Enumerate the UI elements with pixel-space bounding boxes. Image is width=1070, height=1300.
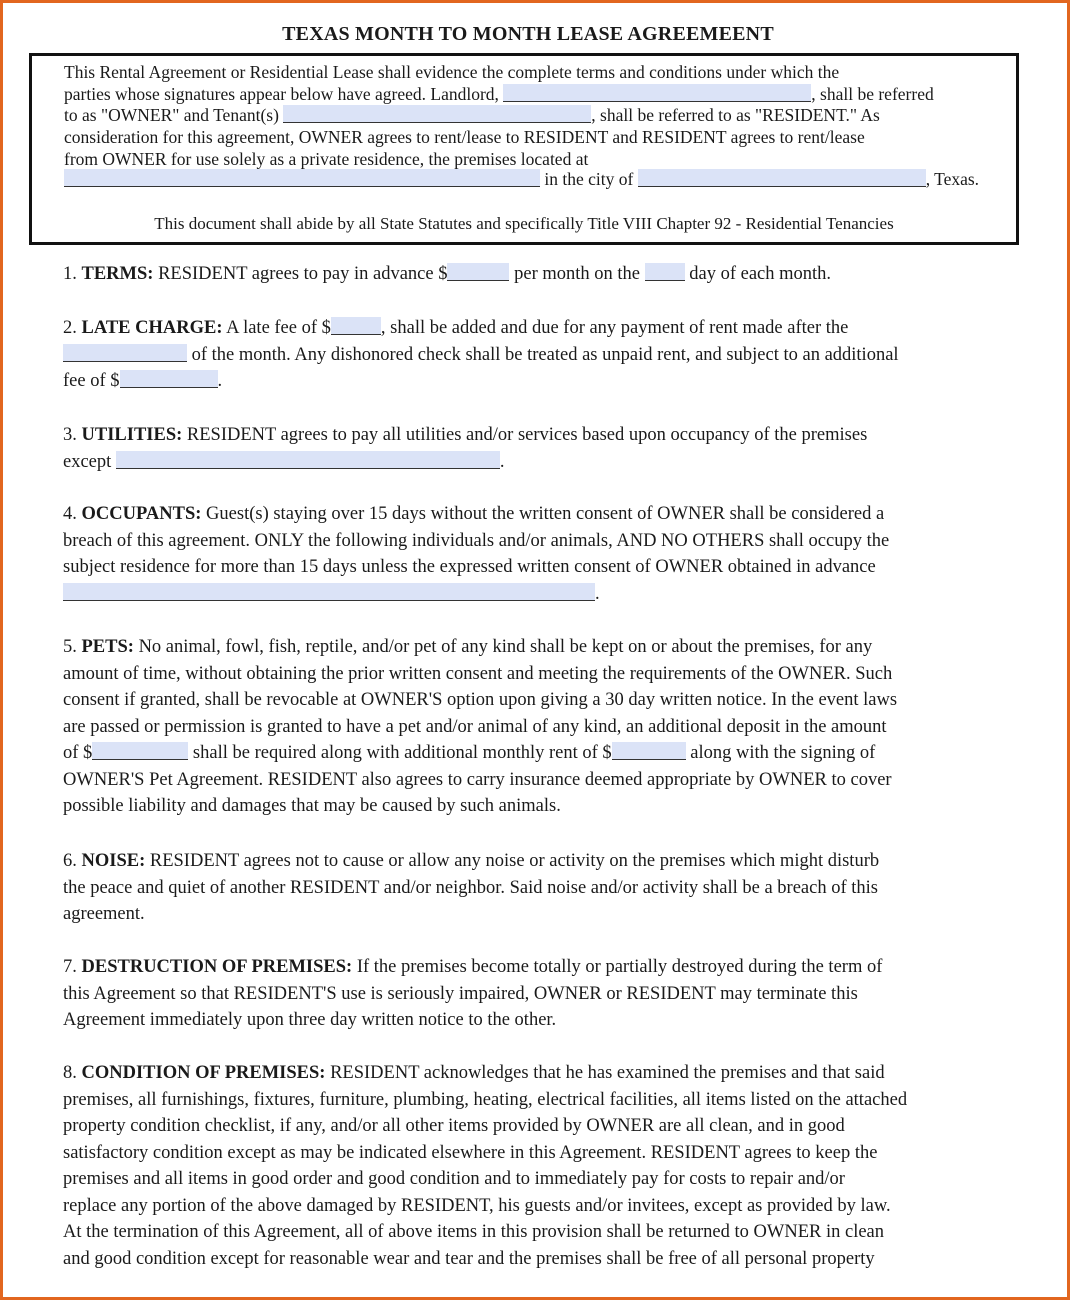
section-text: premises and all items in good order and good condition and to immediately pay for costs to repair and/or <box>63 1169 845 1189</box>
section-number: 3. <box>63 425 77 445</box>
intro-text: in the city of <box>544 169 634 189</box>
section-text: breach of this agreement. ONLY the following individuals and/or animals, AND NO OTHERS shall occupy the <box>63 530 890 551</box>
section-heading: OCCUPANTS: <box>81 504 202 524</box>
section-text: At the termination of this Agreement, all of above items in this provision shall be returned to OWNER in clean <box>63 1222 885 1242</box>
section-text: replace any portion of the above damaged by RESIDENT, his guests and/or invitees, except as provided by law. <box>63 1195 891 1216</box>
landlord-name-field[interactable] <box>503 84 811 102</box>
section-noise <box>63 848 1023 928</box>
lease-document <box>3 3 1067 1297</box>
section-number: 4. <box>63 504 77 524</box>
section-text: RESIDENT acknowledges that he has examined the premises and that said <box>330 1063 885 1083</box>
tenant-name-field[interactable] <box>283 105 591 123</box>
intro-text: to as "OWNER" and Tenant(s) <box>64 105 279 125</box>
section-heading: LATE CHARGE: <box>81 318 223 338</box>
section-text: and good condition except for reasonable wear and tear and the premises shall be free of all personal property <box>63 1248 875 1269</box>
section-destruction <box>63 954 1023 1034</box>
section-text: RESIDENT agrees not to cause or allow any noise or activity on the premises which might disturb <box>149 851 880 871</box>
section-text: consent if granted, shall be revocable at OWNER'S option upon giving a 30 day written notice. In the event laws <box>63 690 898 710</box>
intro-text: parties whose signatures appear below have agreed. Landlord, <box>64 84 499 104</box>
pet-deposit-field[interactable] <box>92 742 188 760</box>
intro-text: , shall be referred to as "RESIDENT." As <box>591 105 880 125</box>
occupants-list-field[interactable] <box>63 583 595 601</box>
section-text: day of each month. <box>689 264 832 284</box>
document-title: TEXAS MONTH TO MONTH LEASE AGREEMEENT <box>282 23 774 45</box>
section-text: this Agreement so that RESIDENT'S use is seriously impaired, OWNER or RESIDENT may terminate this <box>63 983 858 1004</box>
section-terms <box>63 261 1023 288</box>
section-number: 6. <box>63 851 77 871</box>
section-heading: DESTRUCTION OF PREMISES: <box>81 957 353 977</box>
city-field[interactable] <box>638 169 926 187</box>
section-text: . <box>499 451 505 472</box>
late-after-day-field[interactable] <box>63 344 187 362</box>
section-text: shall be required along with additional monthly rent of $ <box>192 743 612 763</box>
section-number: 2. <box>63 318 77 338</box>
intro-text: , shall be referred <box>811 84 934 104</box>
section-number: 5. <box>63 637 77 657</box>
section-text: No animal, fowl, fish, reptile, and/or pet of any kind shall be kept on or about the premises, for any <box>138 637 873 657</box>
section-text: RESIDENT agrees to pay in advance $ <box>158 264 448 284</box>
section-text: If the premises become totally or partially destroyed during the term of <box>356 957 883 977</box>
section-heading: CONDITION OF PREMISES: <box>81 1063 326 1083</box>
section-text: satisfactory condition except as may be indicated elsewhere in this Agreement. RESIDENT agrees to keep the <box>63 1142 878 1163</box>
section-text: per month on the <box>514 264 640 284</box>
rent-amount-field[interactable] <box>447 263 509 281</box>
section-text: agreement. <box>63 904 145 924</box>
section-condition <box>63 1060 1023 1272</box>
section-text: OWNER'S Pet Agreement. RESIDENT also agrees to carry insurance deemed appropriate by OWNER to cover <box>63 769 892 790</box>
section-text: except <box>63 451 112 472</box>
section-text: subject residence for more than 15 days unless the expressed written consent of OWNER obtained in advance <box>63 557 876 577</box>
section-occupants <box>63 501 1023 607</box>
intro-line-2 <box>64 83 934 105</box>
section-text: property condition checklist, if any, and/or all other items provided by OWNER are all clean, and in good <box>63 1116 845 1136</box>
intro-box <box>29 53 1019 245</box>
section-text: are passed or permission is granted to have a pet and/or animal of any kind, an additional deposit in the amount <box>63 716 887 737</box>
section-heading: PETS: <box>81 637 134 657</box>
section-text: of $ <box>63 743 93 763</box>
section-heading: UTILITIES: <box>81 425 183 445</box>
section-heading: NOISE: <box>81 851 146 871</box>
section-heading: TERMS: <box>81 264 154 284</box>
section-text: premises, all furnishings, fixtures, furniture, plumbing, heating, electrical facilities, all items listed on the attached <box>63 1089 908 1110</box>
intro-line-1: This Rental Agreement or Residential Lease shall evidence the complete terms and conditions under which the <box>64 62 840 82</box>
rent-due-day-field[interactable] <box>645 263 685 281</box>
section-late-charge <box>63 315 1023 395</box>
section-text: along with the signing of <box>690 743 876 763</box>
section-text: RESIDENT agrees to pay all utilities and/or services based upon occupancy of the premises <box>186 425 868 445</box>
intro-line-4: consideration for this agreement, OWNER agrees to rent/lease to RESIDENT and RESIDENT agrees to rent/lease <box>64 127 865 147</box>
intro-text: , Texas. <box>925 169 980 189</box>
intro-line-5: from OWNER for use solely as a private residence, the premises located at <box>64 149 589 169</box>
section-text: of the month. Any dishonored check shall be treated as unpaid rent, and subject to an additional <box>191 344 899 365</box>
section-text: possible liability and damages that may be caused by such animals. <box>63 796 561 816</box>
section-text: the peace and quiet of another RESIDENT and/or neighbor. Said noise and/or activity shall be a breach of this <box>63 877 878 898</box>
section-text: Agreement immediately upon three day written notice to the other. <box>63 1010 557 1030</box>
section-number: 7. <box>63 957 77 977</box>
section-text: amount of time, without obtaining the prior written consent and meeting the requirements of the OWNER. Such <box>63 663 893 684</box>
section-text: Guest(s) staying over 15 days without the written consent of OWNER shall be considered a <box>206 504 885 524</box>
section-text: . <box>595 583 600 604</box>
section-text: . <box>217 371 223 391</box>
section-pets <box>63 634 1023 820</box>
dishonored-check-fee-field[interactable] <box>120 370 218 388</box>
section-utilities <box>63 422 1023 475</box>
section-number: 1. <box>63 264 77 284</box>
section-text: A late fee of $ <box>226 318 331 338</box>
pet-rent-field[interactable] <box>612 742 686 760</box>
section-text: , shall be added and due for any payment of rent made after the <box>380 318 849 338</box>
utilities-exception-field[interactable] <box>116 451 500 469</box>
intro-line-6 <box>64 168 979 190</box>
intro-line-3 <box>64 104 880 126</box>
late-fee-field[interactable] <box>331 317 381 335</box>
section-number: 8. <box>63 1063 77 1083</box>
premises-address-field[interactable] <box>64 169 540 187</box>
statute-note: This document shall abide by all State Statutes and specifically Title VIII Chapter 92 - Residential Tenancies <box>154 214 894 233</box>
section-text: fee of $ <box>63 371 120 391</box>
